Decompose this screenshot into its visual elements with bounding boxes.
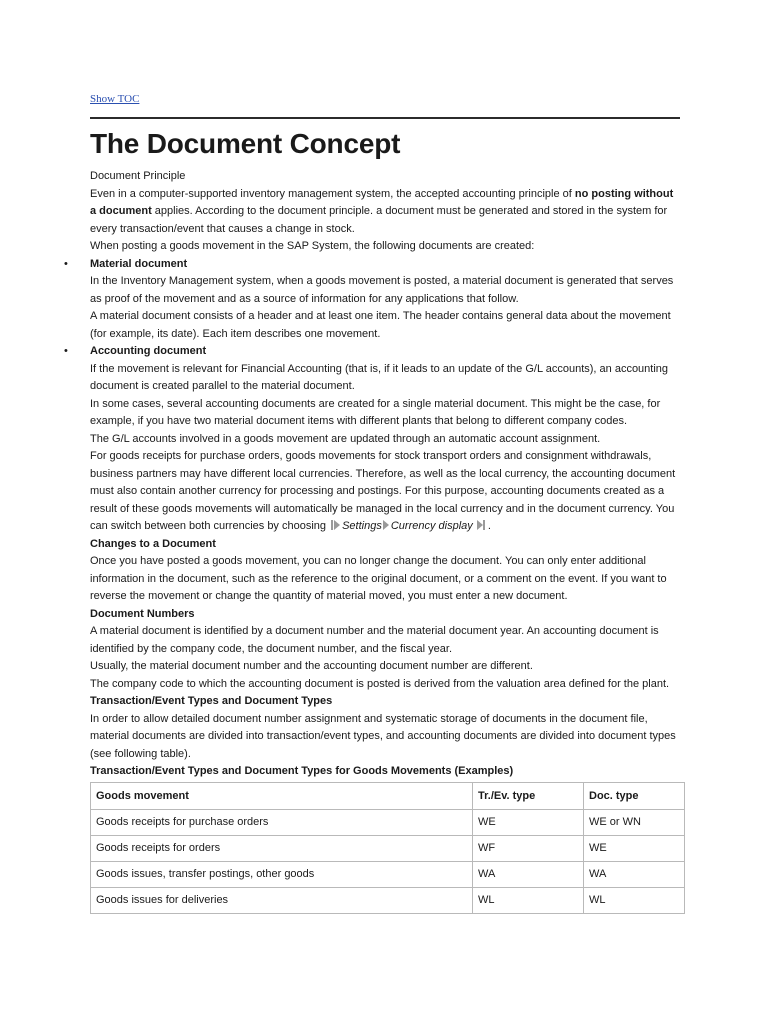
show-toc-link[interactable]: Show TOC	[90, 93, 140, 105]
table-cell: WE	[584, 835, 685, 861]
table-cell: Goods receipts for orders	[91, 835, 473, 861]
table-row	[91, 861, 685, 887]
menu-arrow-icon	[383, 520, 389, 530]
table-cell: WA	[473, 861, 584, 887]
table-row	[91, 809, 685, 835]
column-header: Goods movement	[91, 782, 473, 809]
body-paragraph: Once you have posted a goods movement, you can no longer change the document. You can only enter additional information in the document, such as the reference to the original document, or a comment on the event. If you want to reverse the movement or change the quantity of material moved, you must enter a new document.	[90, 555, 667, 602]
list-item-accounting-document	[64, 343, 682, 361]
document-body	[64, 168, 682, 914]
list-item-material-document	[64, 256, 682, 274]
menu-path-settings[interactable]: Settings	[342, 520, 382, 532]
column-header: Tr./Ev. type	[473, 782, 584, 809]
table-cell: Goods receipts for purchase orders	[91, 809, 473, 835]
section-heading-changes: Changes to a Document	[90, 537, 216, 550]
section-heading-types: Transaction/Event Types and Document Types	[90, 695, 333, 707]
menu-path-currency-display[interactable]: Currency display	[390, 520, 473, 532]
table-row	[91, 835, 685, 861]
body-paragraph: The company code to which the accounting document is posted is derived from the valuation area defined for the plant.	[90, 677, 670, 690]
table-cell: WE	[473, 809, 584, 835]
document-types-table	[90, 782, 685, 914]
body-paragraph: A material document consists of a header and at least one item. The header contains general data about the movement (for example, its date). Each item describes one movement.	[90, 310, 671, 340]
bullet-icon: •	[64, 345, 68, 357]
bullet-icon: •	[64, 257, 68, 270]
body-paragraph: In the Inventory Management system, when a goods movement is posted, a material document is generated that serves as proof of the movement and as a source of information for any applications that follow.	[90, 275, 674, 305]
body-paragraph: A material document is identified by a document number and the material document year. An accounting document is identified by the company code, the document number, and the fiscal year.	[90, 625, 659, 655]
table-cell: WF	[473, 835, 584, 861]
menu-arrow-icon	[334, 520, 340, 530]
body-paragraph: If the movement is relevant for Financial Accounting (that is, if it leads to an update of the G/L accounts), an accounting document is created parallel to the material document.	[90, 362, 669, 392]
menu-path-start-icon	[331, 520, 333, 530]
table-cell: WA	[584, 861, 685, 887]
table-caption: Transaction/Event Types and Document Types for Goods Movements (Examples)	[90, 765, 514, 777]
intro-paragraph: Even in a computer-supported inventory management system, the accepted accounting principle of no posting without a document applies. According to the document principle. a document must be generated and stored in the system for every transaction/event that causes a change in stock.	[90, 187, 674, 235]
currency-paragraph: For goods receipts for purchase orders, goods movements for stock transport orders and consignment withdrawals, business partners may have different local currencies. Therefore, as well as the local currency, the accounting document must also contain another currency for processing and postings. For this purpose, accounting documents created as a result of these goods movements will automatically be managed in the local currency and in the document currency. You can switch between both currencies by choosing Settings Currency display .	[90, 450, 676, 532]
table-row	[91, 887, 685, 913]
body-paragraph: In order to allow detailed document number assignment and systematic storage of documents in the document file, material documents are divided into transaction/event types, and accounting documents are divided into document types (see following table).	[90, 712, 676, 760]
page-title: The Document Concept	[90, 128, 401, 159]
table-cell: WE or WN	[584, 809, 685, 835]
body-paragraph: In some cases, several accounting documents are created for a single material document. This might be the case, for example, if you have two material document items with different plants that belong to different company codes.	[90, 397, 661, 427]
table-cell: Goods issues, transfer postings, other goods	[91, 861, 473, 887]
list-item-title: Accounting document	[90, 345, 207, 357]
intro-heading: Document Principle	[90, 170, 186, 182]
body-paragraph: Usually, the material document number and the accounting document number are different.	[90, 660, 533, 672]
table-header-row	[91, 782, 685, 809]
principle-emphasis: no posting without a document	[90, 187, 674, 217]
section-heading-document-numbers: Document Numbers	[90, 607, 195, 620]
body-paragraph: The G/L accounts involved in a goods movement are updated through an automatic account assignment.	[90, 432, 601, 445]
column-header: Doc. type	[584, 782, 685, 809]
list-item-title: Material document	[90, 257, 188, 270]
table-cell: WL	[584, 887, 685, 913]
table-cell: Goods issues for deliveries	[91, 887, 473, 913]
table-cell: WL	[473, 887, 584, 913]
title-divider	[90, 117, 680, 119]
intro-paragraph-2: When posting a goods movement in the SAP System, the following documents are created:	[90, 240, 535, 252]
